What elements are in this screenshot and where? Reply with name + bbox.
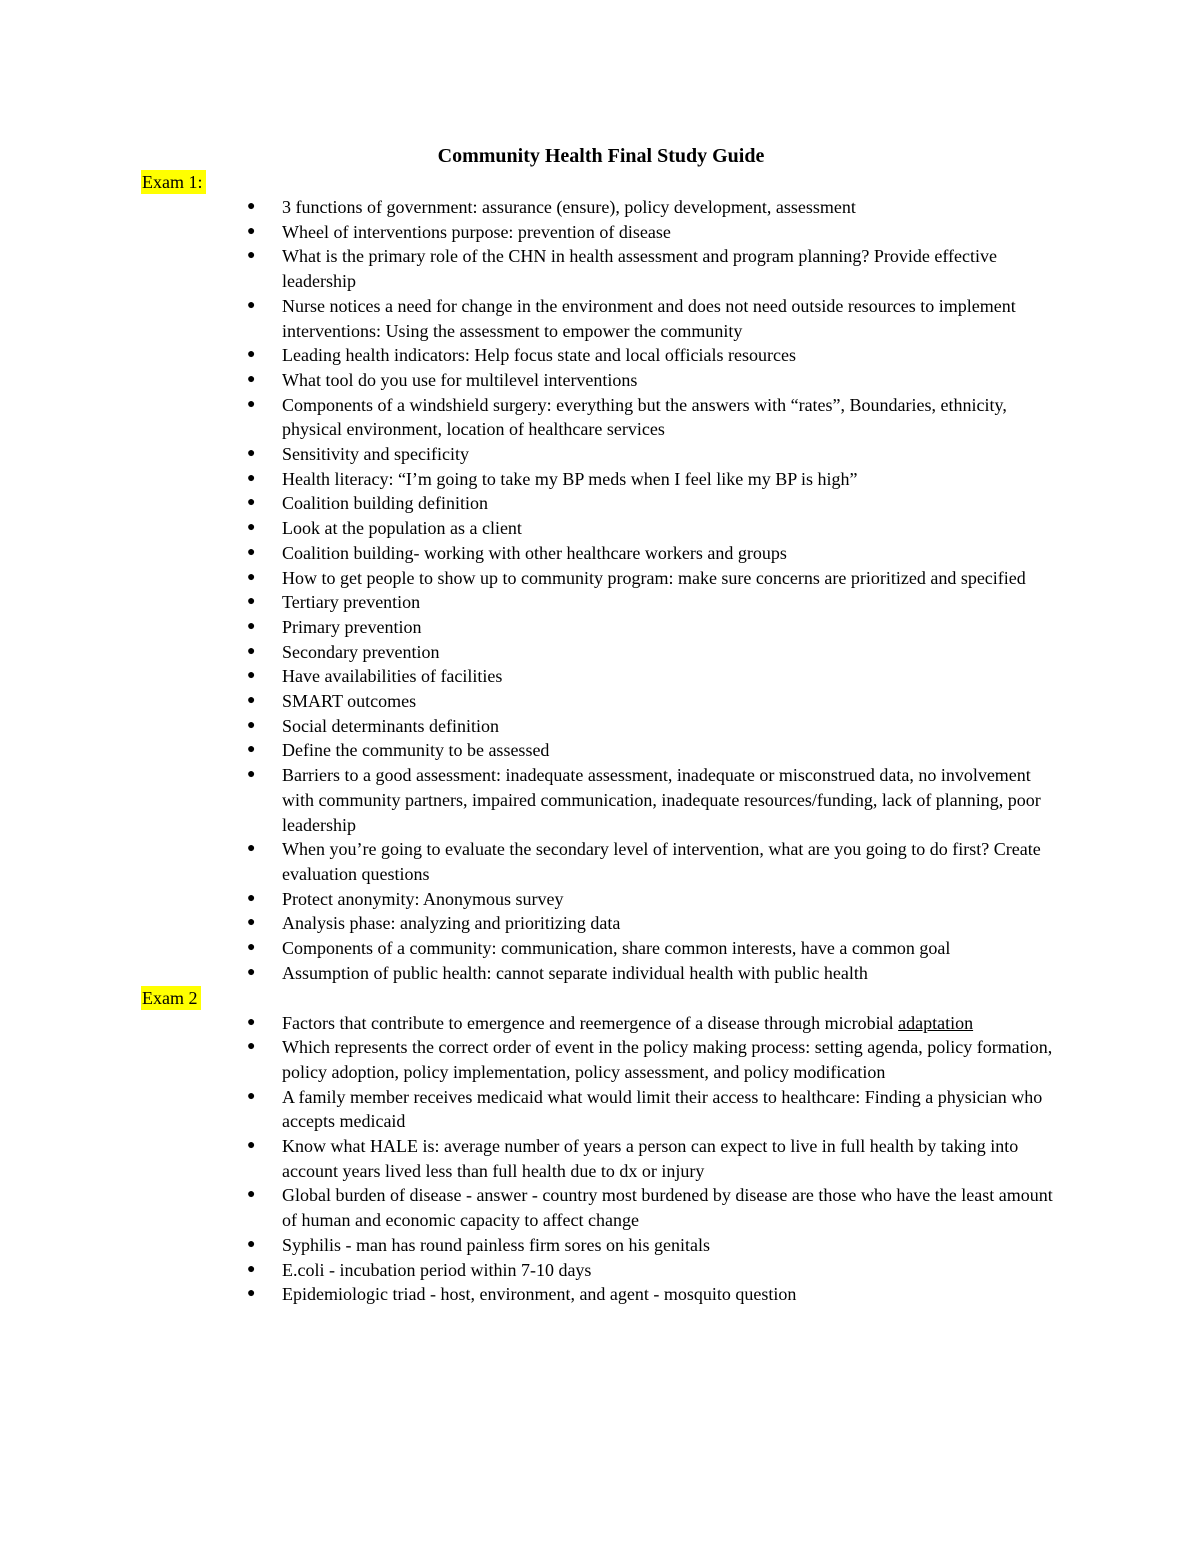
list-item-text: Coalition building- working with other healthcare workers and groups xyxy=(282,542,787,563)
section-label-exam-1: Exam 1: xyxy=(141,170,206,194)
bullet-icon: ● xyxy=(247,347,256,363)
list-item-text: Social determinants definition xyxy=(282,715,499,736)
list-item xyxy=(247,467,1061,492)
bullet-icon: ● xyxy=(247,396,256,412)
list-item xyxy=(247,689,1061,714)
section-label-exam-2: Exam 2 xyxy=(141,986,201,1010)
bullet-icon: ● xyxy=(247,1039,256,1055)
list-item-text: What is the primary role of the CHN in health assessment and program planning? Provide effective leadership xyxy=(282,246,997,292)
list-item xyxy=(247,714,1061,739)
bullet-icon: ● xyxy=(247,371,256,387)
list-item xyxy=(247,1134,1061,1183)
bullet-icon: ● xyxy=(247,520,256,536)
list-item-text: Global burden of disease - answer - country most burdened by disease are those who have the least amount of human and economic capacity to affect change xyxy=(282,1185,1053,1231)
list-item xyxy=(247,961,1061,986)
list-item-text: Leading health indicators: Help focus state and local officials resources xyxy=(282,345,796,366)
list-item xyxy=(247,763,1061,837)
list-item xyxy=(247,294,1061,343)
bullet-icon: ● xyxy=(247,248,256,264)
list-item xyxy=(247,1282,1061,1307)
list-item xyxy=(247,911,1061,936)
list-item xyxy=(247,220,1061,245)
list-item-text: How to get people to show up to community program: make sure concerns are prioritized and specified xyxy=(282,567,1026,588)
list-item xyxy=(247,491,1061,516)
bullet-icon: ● xyxy=(247,742,256,758)
list-item-text: Which represents the correct order of event in the policy making process: setting agenda, policy formation, policy adoption, policy implementation, policy assessment, and policy modification xyxy=(282,1037,1053,1082)
bullet-icon: ● xyxy=(247,569,256,585)
list-item xyxy=(247,442,1061,467)
list-item-text: SMART outcomes xyxy=(282,691,417,712)
list-item-text: E.coli - incubation period within 7-10 days xyxy=(282,1259,592,1280)
list-item-text: Have availabilities of facilities xyxy=(282,666,503,687)
list-item-text: Wheel of interventions purpose: prevention of disease xyxy=(282,221,671,242)
list-item xyxy=(247,936,1061,961)
bullet-icon: ● xyxy=(247,297,256,313)
list-item-text: Primary prevention xyxy=(282,616,422,637)
list-item xyxy=(247,1183,1061,1232)
bullet-icon: ● xyxy=(247,594,256,610)
list-item-text: Factors that contribute to emergence and reemergence of a disease through microbial xyxy=(282,1012,894,1033)
list-item-text: Define the community to be assessed xyxy=(282,740,550,761)
list-item-text: Components of a community: communication, share common interests, have a common goal xyxy=(282,938,951,959)
bullet-icon: ● xyxy=(247,767,256,783)
list-item xyxy=(247,1258,1061,1283)
bullet-icon: ● xyxy=(247,1014,256,1030)
list-item xyxy=(247,1011,1061,1036)
list-item-text: Assumption of public health: cannot separate individual health with public health xyxy=(282,962,868,983)
bullet-icon: ● xyxy=(247,223,256,239)
bullet-icon: ● xyxy=(247,544,256,560)
bullet-icon: ● xyxy=(247,495,256,511)
bullet-icon: ● xyxy=(247,668,256,684)
bullet-icon: ● xyxy=(247,199,256,214)
bullet-icon: ● xyxy=(247,1236,256,1252)
list-item xyxy=(247,640,1061,665)
list-item-text: Health literacy: “I’m going to take my BP meds when I feel like my BP is high” xyxy=(282,468,858,489)
list-item-text: Epidemiologic triad - host, environment, and agent - mosquito question xyxy=(282,1284,797,1305)
bullet-icon: ● xyxy=(247,470,256,486)
list-item-text: Tertiary prevention xyxy=(282,592,421,613)
list-item-text: Secondary prevention xyxy=(282,641,440,662)
bullet-icon: ● xyxy=(247,618,256,634)
list-item xyxy=(247,343,1061,368)
list-item-text: Know what HALE is: average number of years a person can expect to live in full health by taking into account years lived less than full health due to dx or injury xyxy=(282,1136,1019,1181)
list-item xyxy=(247,393,1061,442)
list-item xyxy=(247,664,1061,689)
bullet-icon: ● xyxy=(247,1261,256,1277)
list-item xyxy=(247,887,1061,912)
exam-2-list xyxy=(141,1011,1061,1307)
bullet-icon: ● xyxy=(247,693,256,709)
bullet-icon: ● xyxy=(247,964,256,980)
list-item xyxy=(247,368,1061,393)
exam-1-list xyxy=(141,195,1061,986)
list-item-text: What tool do you use for multilevel interventions xyxy=(282,369,638,390)
bullet-icon: ● xyxy=(247,717,256,733)
list-item xyxy=(247,837,1061,886)
list-item-text: A family member receives medicaid what would limit their access to healthcare: Finding a physician who accepts medicaid xyxy=(282,1086,1043,1132)
bullet-icon: ● xyxy=(247,841,256,857)
bullet-icon: ● xyxy=(247,1187,256,1203)
document-title: Community Health Final Study Guide xyxy=(437,145,765,167)
list-item-text: Protect anonymity: Anonymous survey xyxy=(282,888,564,909)
bullet-icon: ● xyxy=(247,915,256,931)
list-item xyxy=(247,738,1061,763)
list-item-text: Barriers to a good assessment: inadequate assessment, inadequate or misconstrued data, no involvement with community partners, impaired communication, inadequate resources/funding, lack of planning, poor leadership xyxy=(282,765,1041,835)
bullet-icon: ● xyxy=(247,940,256,956)
list-item xyxy=(247,1035,1061,1084)
bullet-icon: ● xyxy=(247,890,256,906)
bullet-icon: ● xyxy=(247,1138,256,1154)
list-item xyxy=(247,195,1061,220)
list-item-text: 3 functions of government: assurance (ensure), policy development, assessment xyxy=(282,197,856,217)
list-item xyxy=(247,244,1061,293)
list-item xyxy=(247,590,1061,615)
list-item-text: Components of a windshield surgery: everything but the answers with “rates”, Boundaries, ethnicity, physical environment, location of healthcare services xyxy=(282,394,1007,440)
list-item-text: Sensitivity and specificity xyxy=(282,444,469,465)
document-page xyxy=(141,142,1061,1307)
bullet-icon: ● xyxy=(247,1088,256,1104)
section-header-exam-2 xyxy=(141,986,1061,1011)
section-header-exam-1 xyxy=(141,170,1061,195)
list-item xyxy=(247,516,1061,541)
bullet-icon: ● xyxy=(247,446,256,462)
list-item-text: Look at the population as a client xyxy=(282,518,522,539)
list-item xyxy=(247,566,1061,591)
list-item xyxy=(247,1233,1061,1258)
list-item-text: When you’re going to evaluate the secondary level of intervention, what are you going to do first? Create evaluation questions xyxy=(282,839,1041,884)
bullet-icon: ● xyxy=(247,1286,256,1302)
list-item-text: Analysis phase: analyzing and prioritizing data xyxy=(282,913,621,934)
list-item-text: Nurse notices a need for change in the environment and does not need outside resources to implement interventions: Using the assessment to empower the community xyxy=(282,295,1016,341)
list-item xyxy=(247,541,1061,566)
bullet-icon: ● xyxy=(247,643,256,659)
list-item xyxy=(247,1085,1061,1134)
list-item-text: Syphilis - man has round painless firm sores on his genitals xyxy=(282,1234,710,1255)
list-item xyxy=(247,615,1061,640)
underlined-term: adaptation xyxy=(898,1012,974,1033)
list-item-text: Coalition building definition xyxy=(282,493,488,514)
